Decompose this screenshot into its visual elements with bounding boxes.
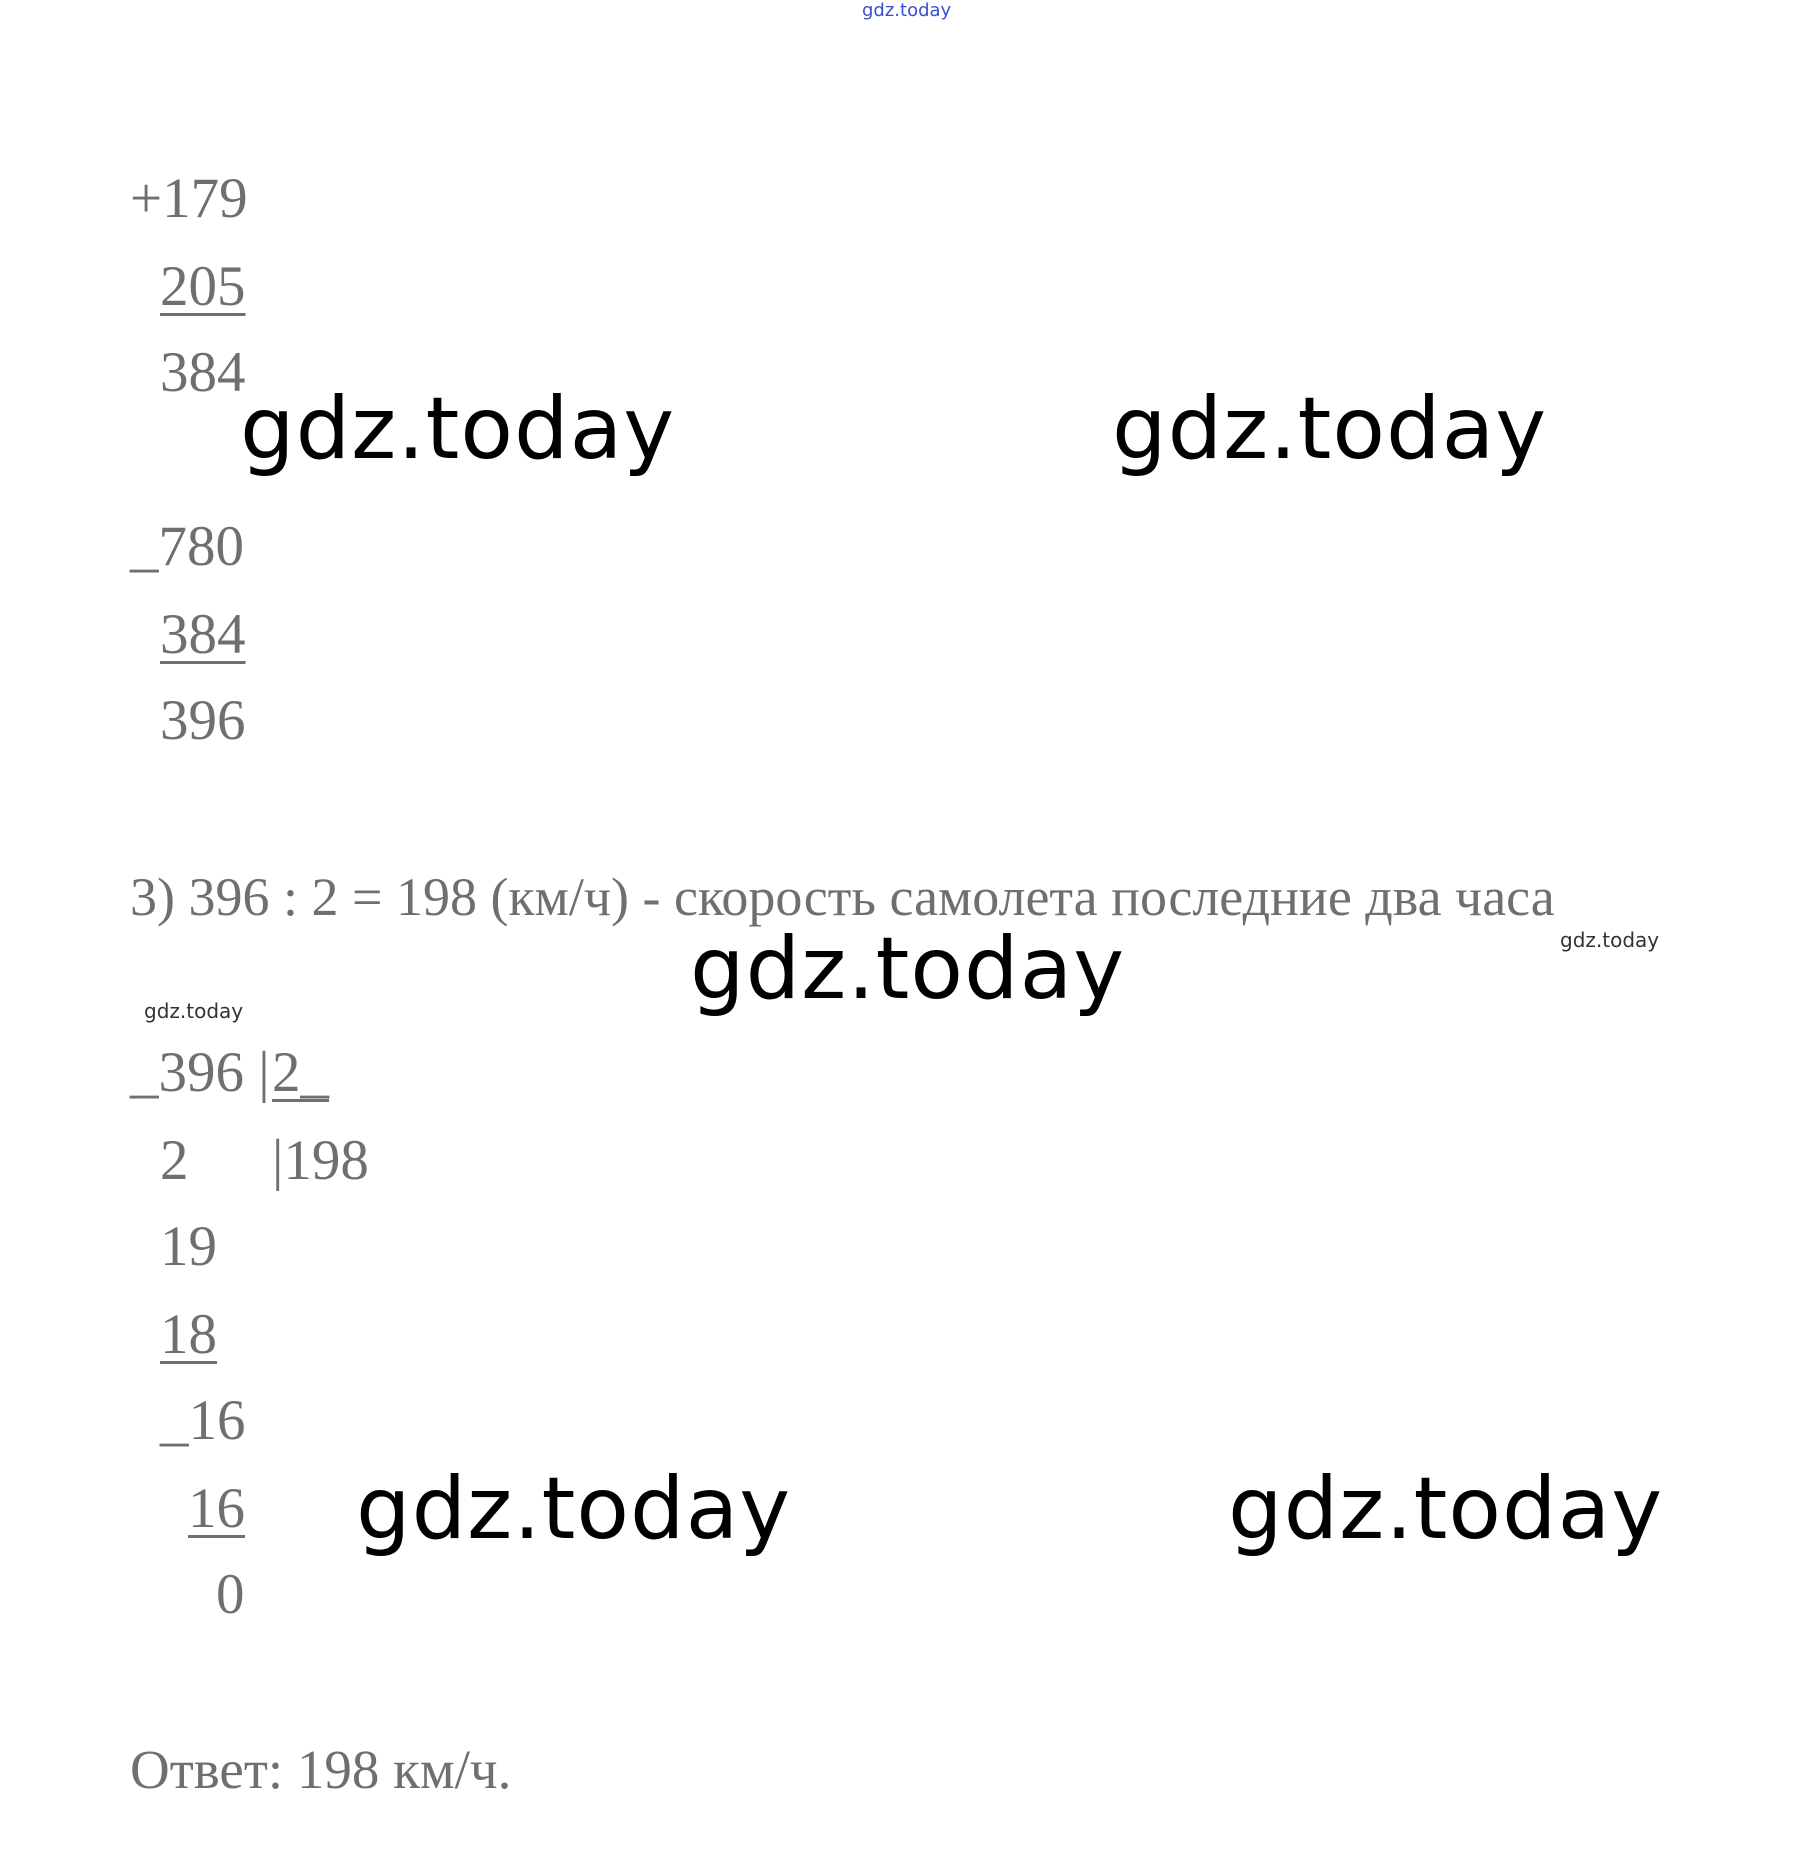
watermark-top: gdz.today — [862, 0, 952, 21]
addition-second-operand: 205 — [160, 255, 246, 318]
division-row-1: 2 — [160, 1129, 189, 1192]
subtraction-subtrahend: 384 — [160, 603, 246, 666]
watermark-large-2: gdz.today — [1112, 379, 1548, 479]
addition-sum: 384 — [160, 341, 246, 404]
watermark-large-3: gdz.today — [690, 919, 1126, 1019]
subtraction-difference: 396 — [160, 689, 246, 752]
division-divisor: 2_ — [272, 1041, 329, 1104]
answer-text: Ответ: 198 км/ч. — [130, 1739, 512, 1800]
watermark-small-left: gdz.today — [144, 999, 244, 1023]
division-remainder: 0 — [216, 1563, 245, 1626]
subtraction-minuend: _780 — [130, 515, 244, 578]
watermark-large-4: gdz.today — [356, 1459, 792, 1559]
division-quotient: |198 — [272, 1129, 369, 1192]
watermark-large-5: gdz.today — [1228, 1459, 1664, 1559]
division-row-2: 19 — [160, 1215, 217, 1278]
division-row-4: _16 — [160, 1389, 246, 1452]
division-row-5: 16 — [188, 1477, 245, 1540]
division-dividend: _396 | — [130, 1041, 270, 1104]
addition-first-operand: +179 — [130, 167, 248, 230]
watermark-large-1: gdz.today — [240, 379, 676, 479]
watermark-small-right: gdz.today — [1560, 928, 1660, 952]
step-3-text: 3) 396 : 2 = 198 (км/ч) - скорость самолета последние два часа — [130, 867, 1555, 927]
division-row-3: 18 — [160, 1303, 217, 1366]
